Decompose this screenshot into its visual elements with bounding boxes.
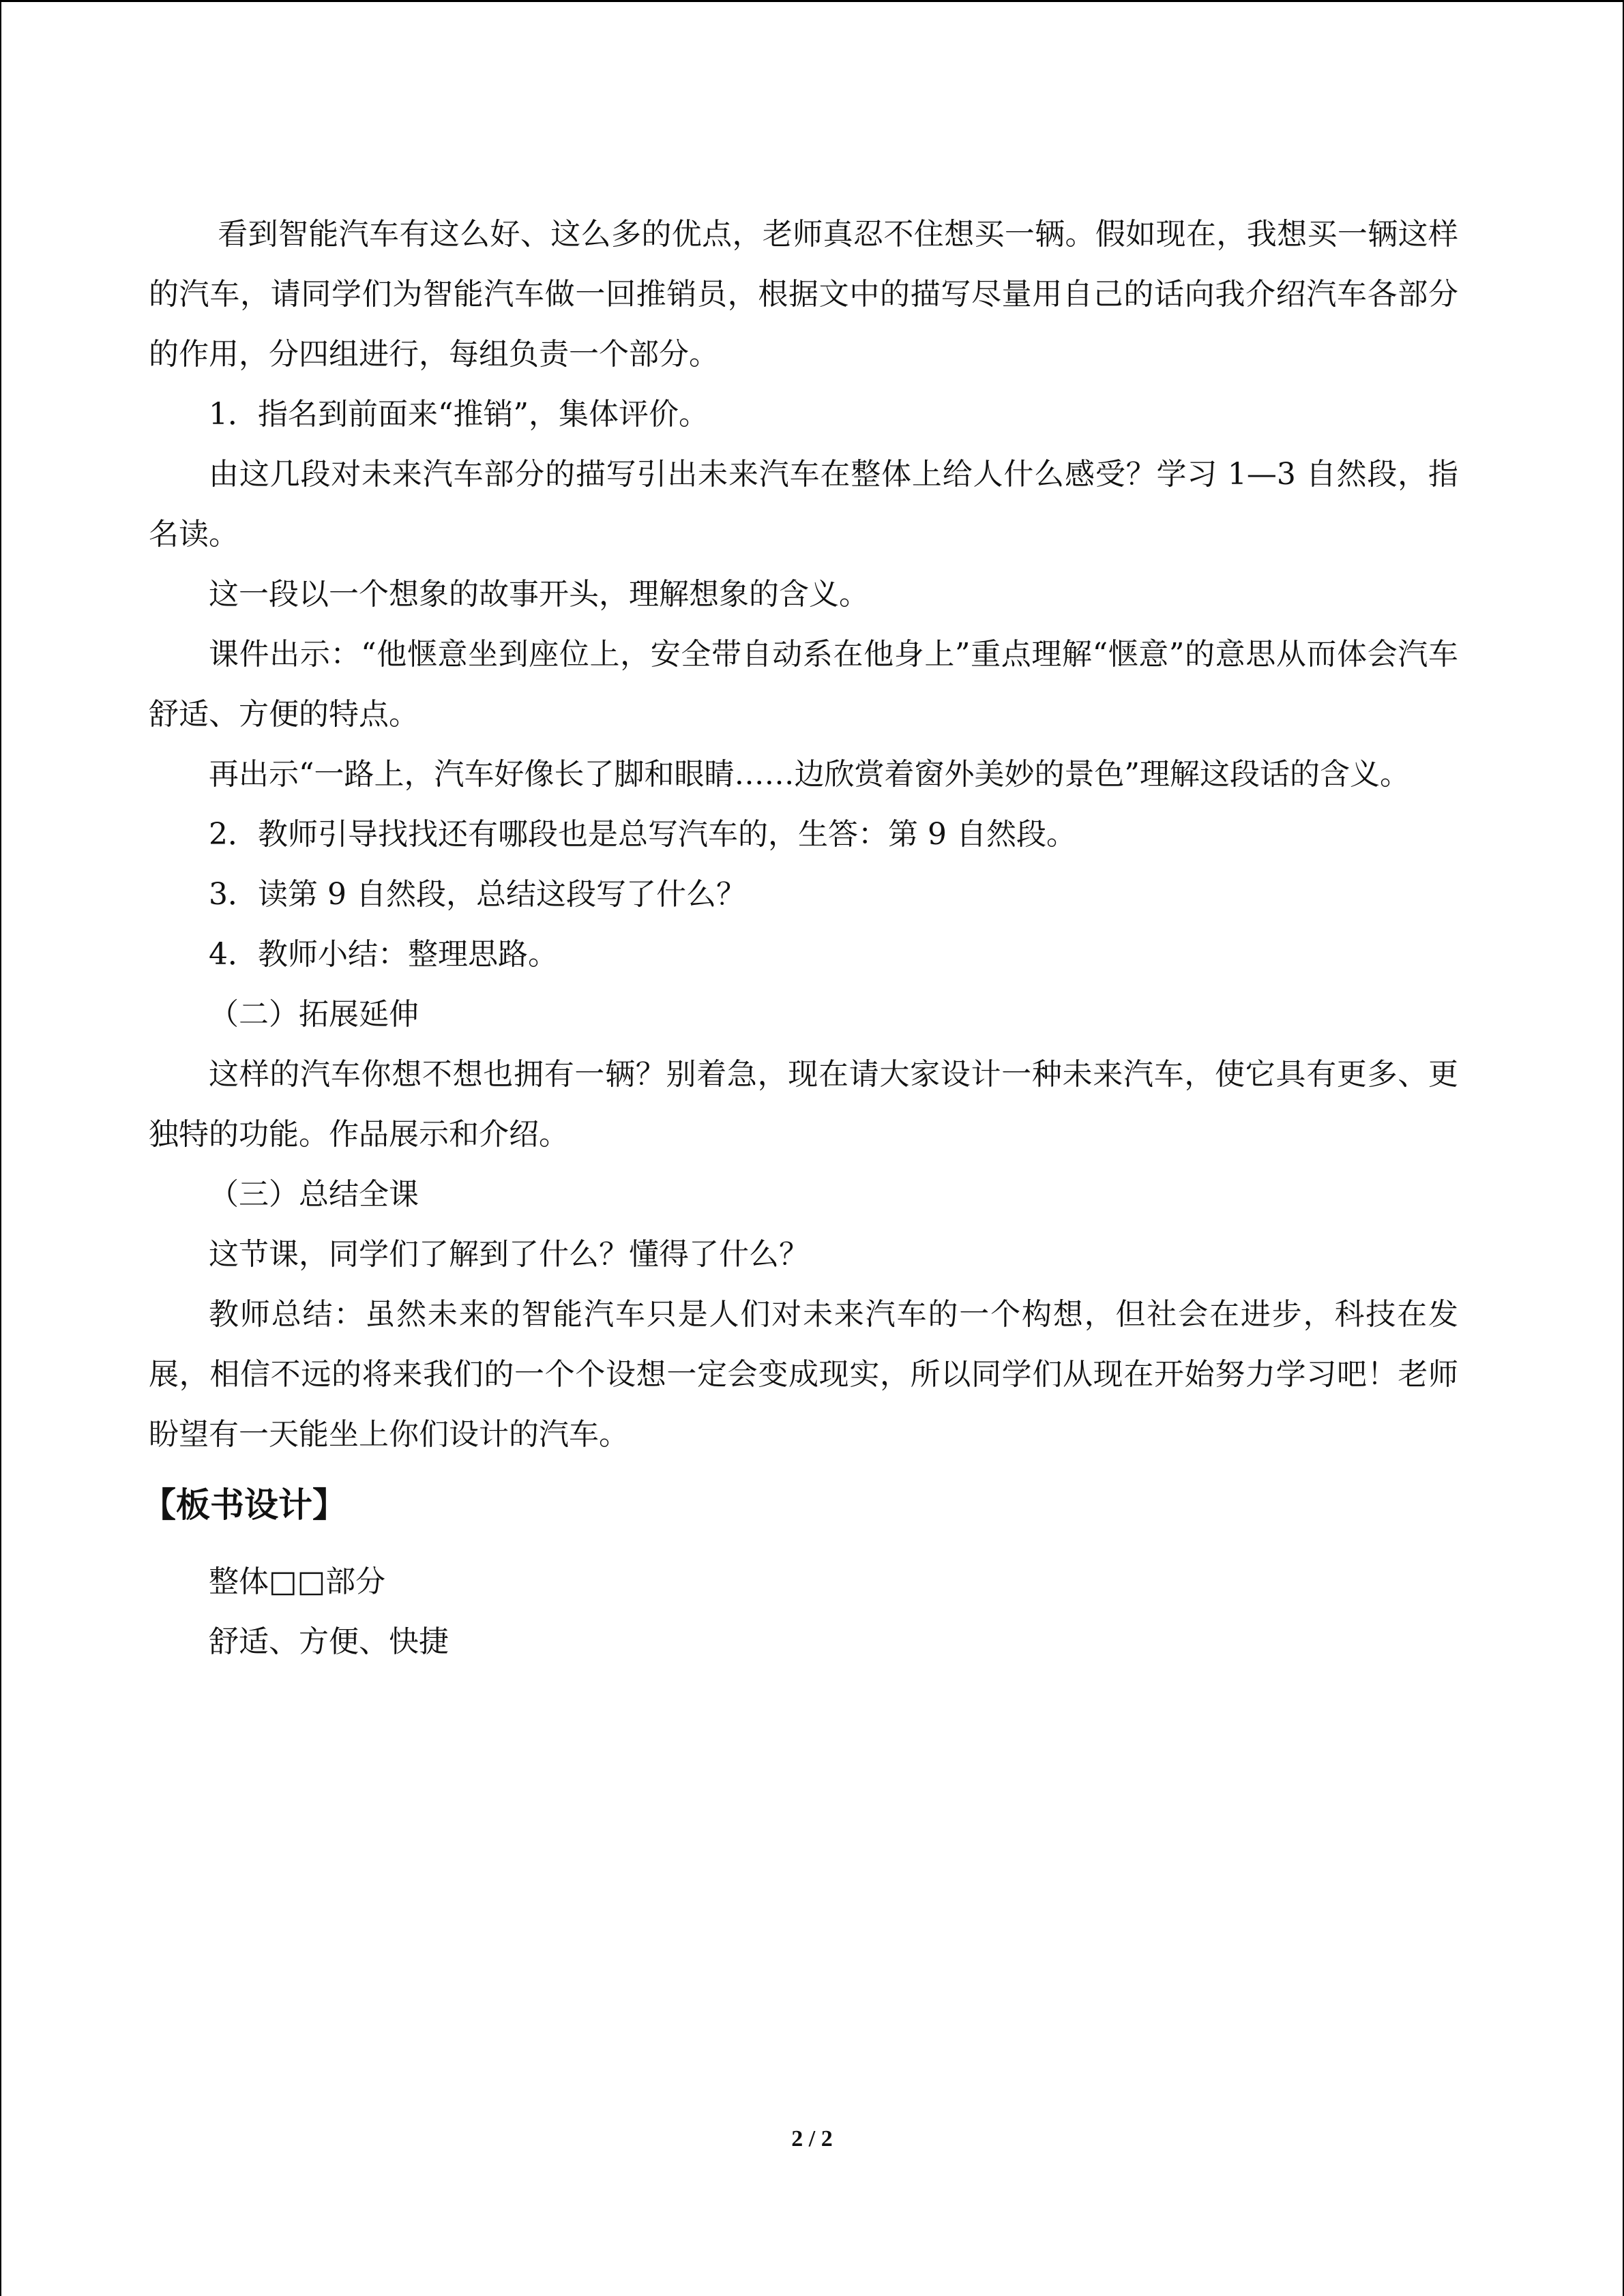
- paragraph-story-opening: 这一段以一个想象的故事开头，理解想象的含义。: [209, 577, 869, 612]
- board-line-2: 舒适、方便、快捷: [209, 1624, 449, 1659]
- board-design-content: [149, 1552, 1458, 1672]
- board-line-1: 整体□□部分: [209, 1564, 386, 1599]
- top-border: [0, 0, 1624, 2]
- paragraph-summary-question: 这节课，同学们了解到了什么？懂得了什么？: [209, 1237, 809, 1272]
- paragraph-step-1: 1．指名到前面来“推销”，集体评价。: [209, 397, 709, 432]
- paragraph-extension: 这样的汽车你想不想也拥有一辆？别着急，现在请大家设计一种未来汽车，使它具有更多、更独特的功能。作品展示和介绍。: [149, 1057, 1458, 1152]
- board-design-heading: 【板书设计】: [142, 1485, 346, 1525]
- left-border: [0, 0, 1, 2296]
- page-number: 2 / 2: [791, 2126, 833, 2151]
- body-content: [142, 205, 1458, 1672]
- paragraph-courseware-2: 再出示“一路上，汽车好像长了脚和眼睛……边欣赏着窗外美妙的景色”理解这段话的含义。: [209, 757, 1410, 792]
- paragraph-courseware-1: 课件出示：“他惬意坐到座位上，安全带自动系在他身上”重点理解“惬意”的意思从而体会汽车舒适、方便的特点。: [149, 637, 1458, 732]
- section-heading-extension: （二）拓展延伸: [209, 997, 419, 1032]
- paragraph-teacher-summary: 教师总结：虽然未来的智能汽车只是人们对未来汽车的一个构想，但社会在进步，科技在发展，相信不远的将来我们的一个个设想一定会变成现实，所以同学们从现在开始努力学习吧！老师盼望有一天能坐上你们设计的汽车。: [149, 1297, 1458, 1452]
- paragraph-step-4: 4．教师小结：整理思路。: [209, 937, 558, 972]
- paragraph-step-2: 2．教师引导找找还有哪段也是总写汽车的，生答：第 9 自然段。: [209, 817, 1076, 852]
- paragraph-step-3: 3．读第 9 自然段，总结这段写了什么？: [209, 877, 746, 912]
- section-heading-summary: （三）总结全课: [209, 1177, 419, 1212]
- paragraph-overall-feeling: 由这几段对未来汽车部分的描写引出未来汽车在整体上给人什么感受？学习 1—3 自然段，指名读。: [149, 457, 1458, 552]
- paragraph-intro: 看到智能汽车有这么好、这么多的优点，老师真忍不住想买一辆。假如现在，我想买一辆这样的汽车，请同学们为智能汽车做一回推销员，根据文中的描写尽量用自己的话向我介绍汽车各部分的作用，分四组进行，每组负责一个部分。: [149, 217, 1458, 372]
